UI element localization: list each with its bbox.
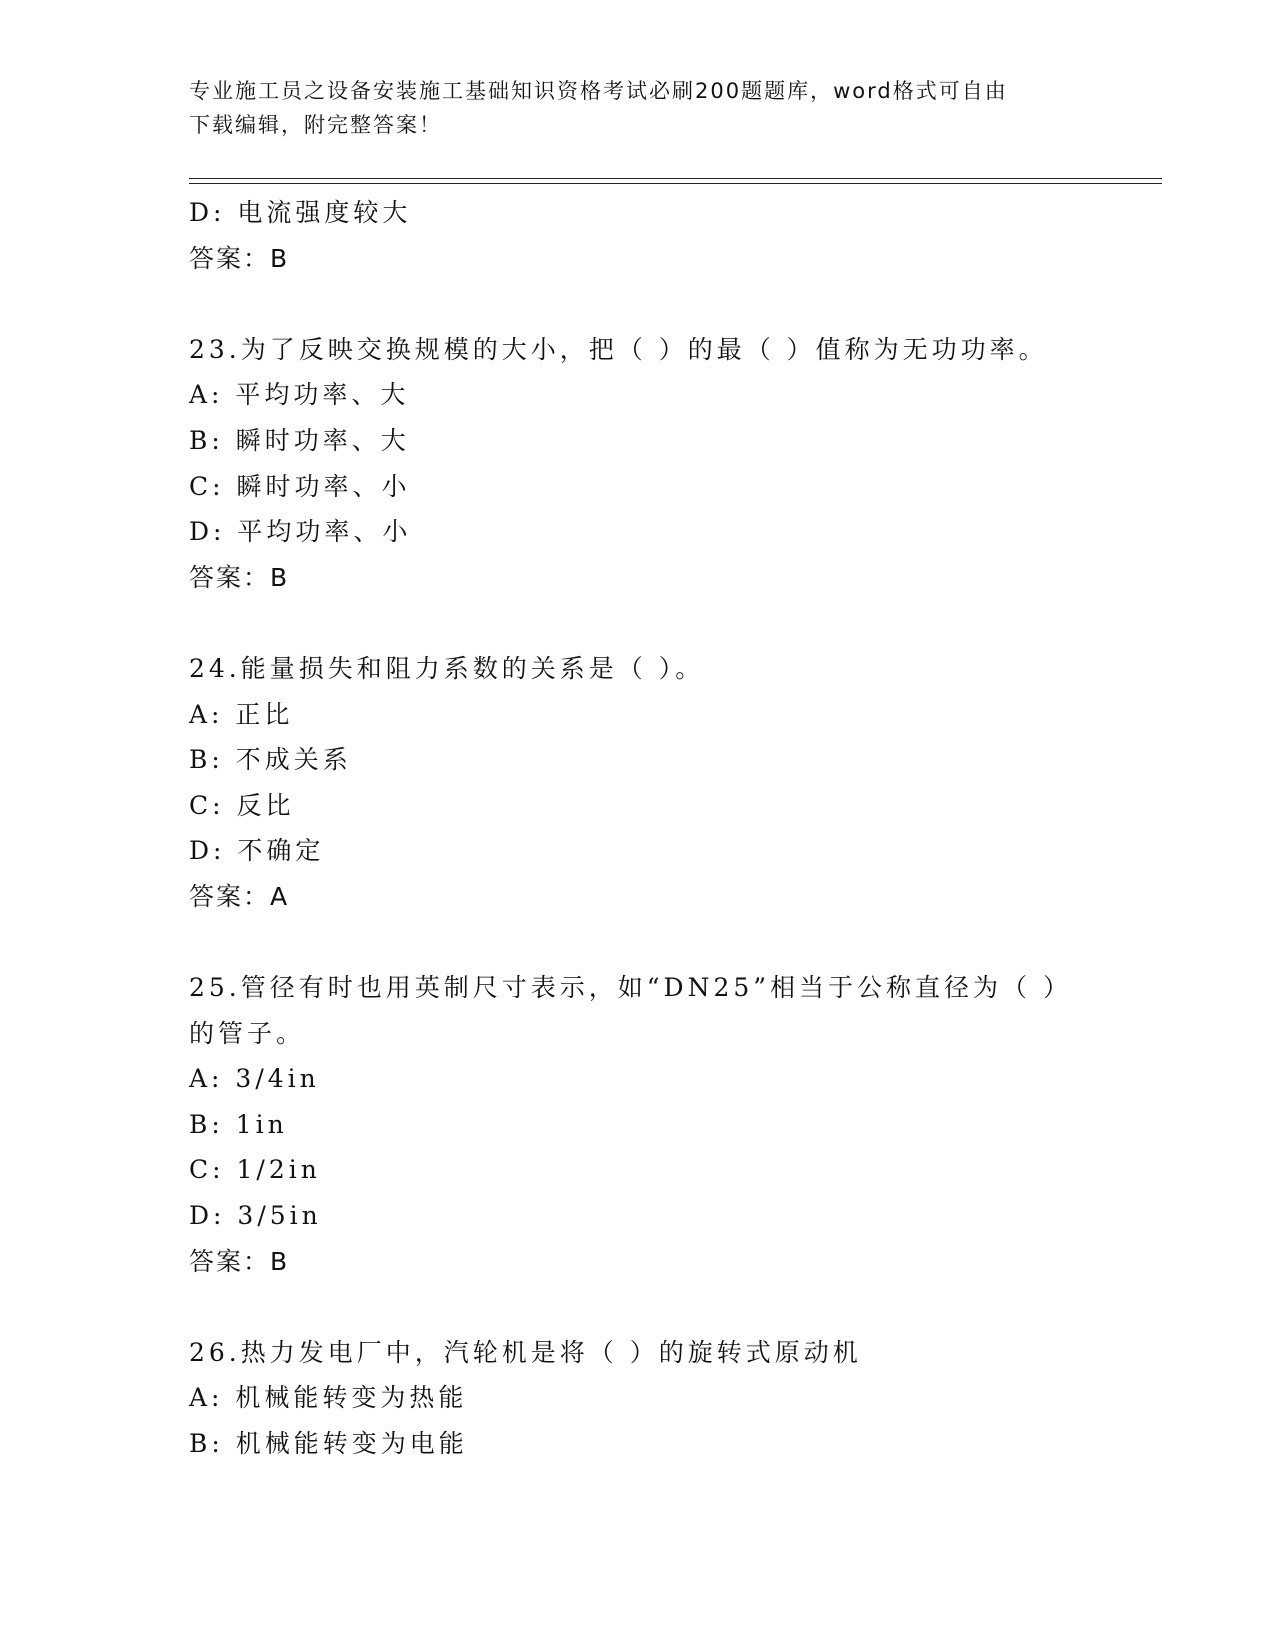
option-d: D: 平均功率、小 <box>189 517 412 547</box>
header-title-line-1: 专业施工员之设备安装施工基础知识资格考试必刷200题题库，word格式可自由 <box>189 79 1008 103</box>
question-stem-24: 24.能量损失和阻力系数的关系是（ ）。 <box>189 653 705 683</box>
option-b: B: 1in <box>189 1109 288 1139</box>
spacer <box>189 1284 1089 1330</box>
header-divider-top <box>189 178 1162 179</box>
option-d: D: 不确定 <box>189 836 325 866</box>
spacer <box>189 281 1089 327</box>
spacer <box>189 600 1089 646</box>
answer-line: 答案：B <box>189 1246 290 1276</box>
option-b: B: 不成关系 <box>189 745 352 775</box>
question-list <box>189 190 1089 1467</box>
document-header <box>189 74 1089 142</box>
option-b: B: 瞬时功率、大 <box>189 425 410 455</box>
option-a: A: 机械能转变为热能 <box>189 1383 468 1413</box>
option-d: D: 3/5in <box>189 1201 322 1231</box>
option-c: C: 1/2in <box>189 1155 321 1185</box>
option-d: D: 电流强度较大 <box>189 198 412 227</box>
question-stem-25-line-2: 的管子。 <box>189 1018 306 1048</box>
answer-line: 答案：B <box>189 562 290 592</box>
question-stem-26: 26.热力发电厂中，汽轮机是将（ ）的旋转式原动机 <box>189 1337 862 1367</box>
question-stem-23: 23.为了反映交换规模的大小，把（ ）的最（ ）值称为无功功率。 <box>189 334 1048 364</box>
option-a: A: 平均功率、大 <box>189 380 410 410</box>
answer-line: 答案：A <box>189 881 290 911</box>
answer-line: 答案：B <box>189 243 290 273</box>
header-divider-bottom <box>189 183 1162 184</box>
option-a: A: 正比 <box>189 699 294 729</box>
question-stem-25-line-1: 25.管径有时也用英制尺寸表示，如“DN25”相当于公称直径为（ ） <box>189 973 1072 1003</box>
option-c: C: 反比 <box>189 790 295 820</box>
option-a: A: 3/4in <box>189 1064 320 1094</box>
spacer <box>189 920 1089 966</box>
option-b: B: 机械能转变为电能 <box>189 1429 468 1459</box>
option-c: C: 瞬时功率、小 <box>189 471 411 501</box>
header-title-line-2: 下载编辑，附完整答案！ <box>189 113 442 137</box>
